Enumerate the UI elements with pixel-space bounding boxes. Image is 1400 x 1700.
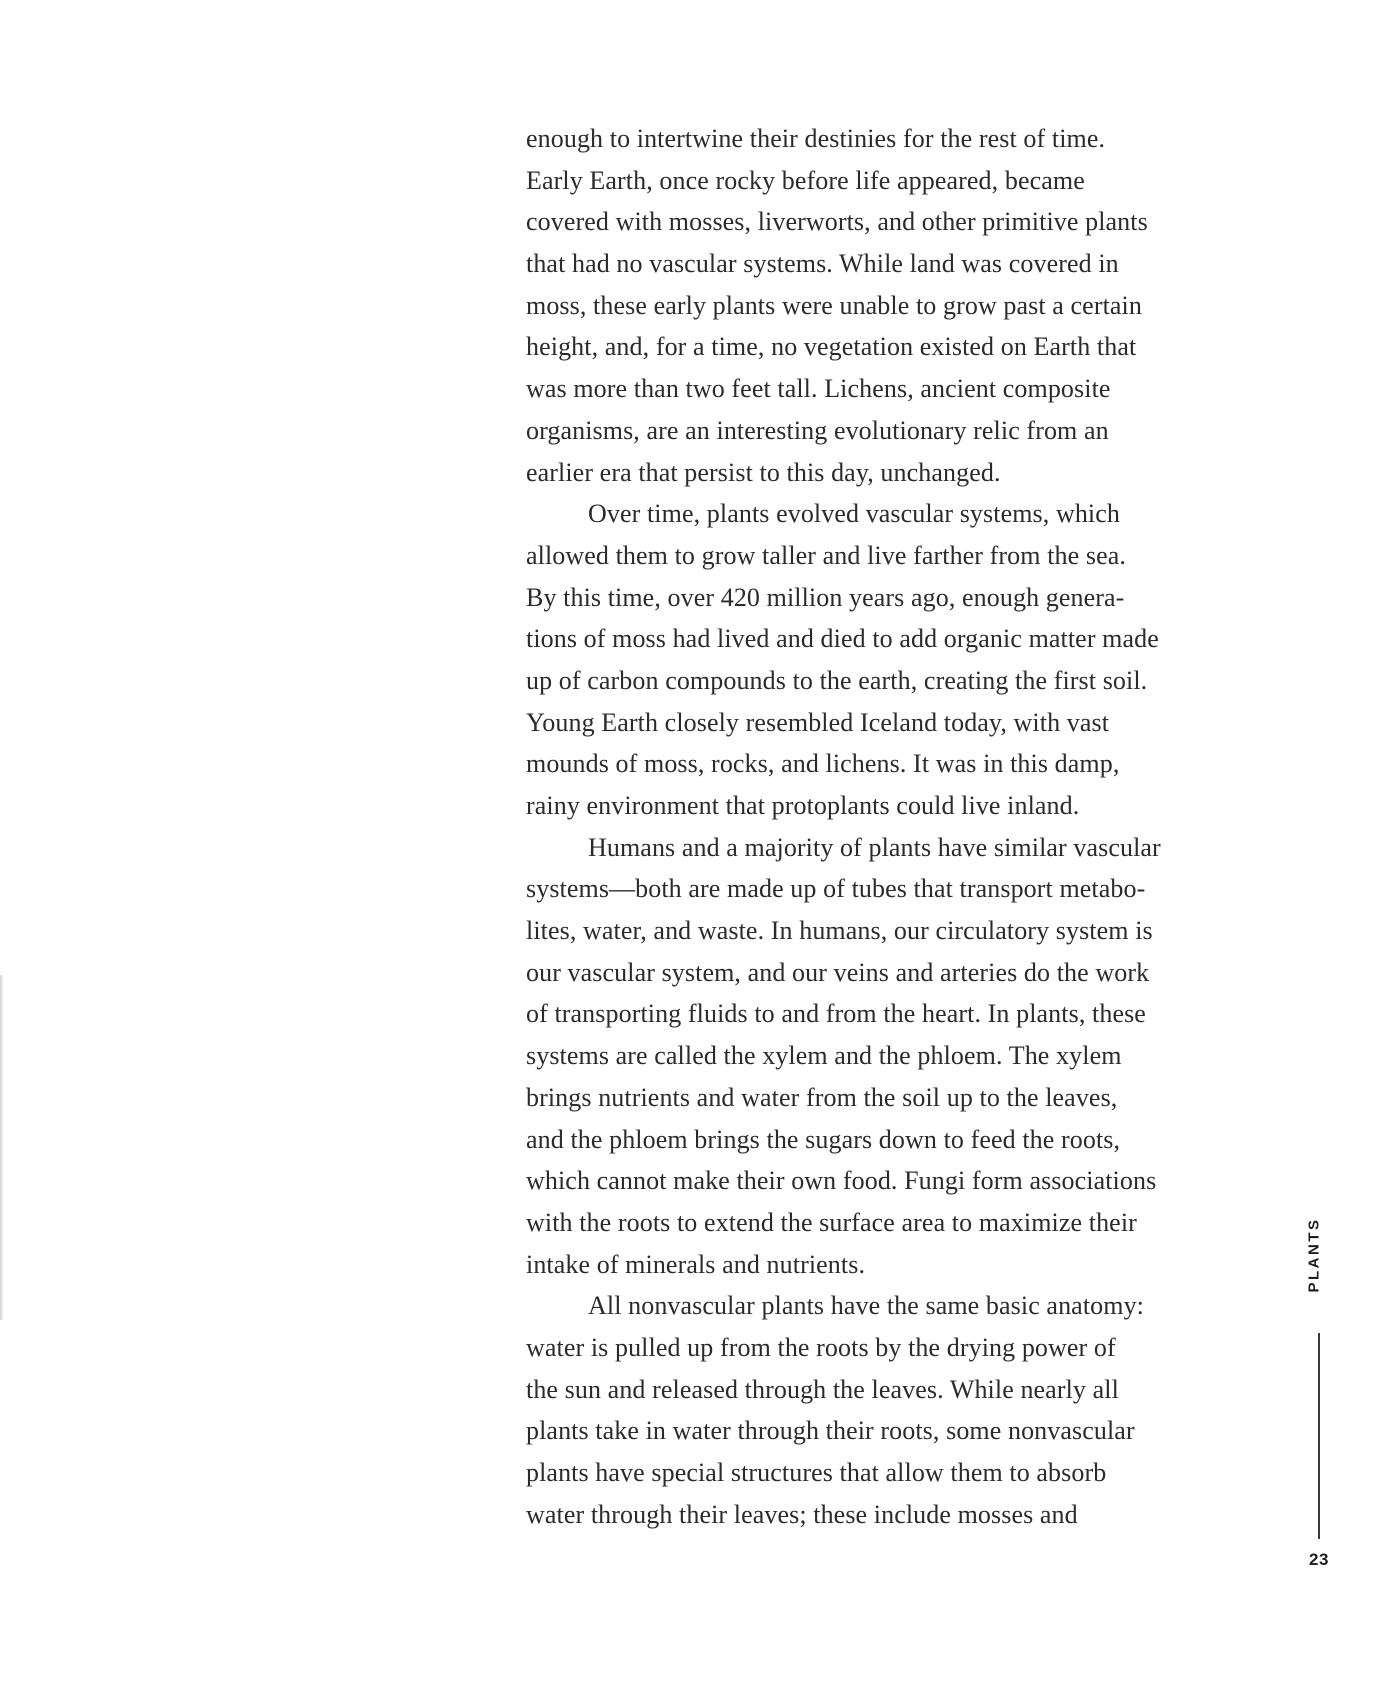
running-head-label: PLANTS — [1305, 1217, 1323, 1293]
text-line: of transporting fluids to and from the heart. In plants, these — [526, 999, 1146, 1029]
text-line: was more than two feet tall. Lichens, ancient composite — [526, 374, 1111, 404]
text-line: water is pulled up from the roots by the drying power of — [526, 1332, 1116, 1362]
paragraph-first-line: Humans and a majority of plants have similar vascular — [588, 832, 1161, 862]
text-line: mounds of moss, rocks, and lichens. It was in this damp, — [526, 749, 1120, 779]
text-line: intake of minerals and nutrients. — [526, 1249, 866, 1279]
running-head — [1302, 1200, 1326, 1310]
text-line: plants have special structures that allow them to absorb — [526, 1458, 1107, 1487]
text-line: rainy environment that protoplants could live inland. — [526, 791, 1080, 820]
text-line: organisms, are an interesting evolutionary relic from an — [526, 415, 1109, 445]
text-line: our vascular system, and our veins and arteries do the work — [526, 957, 1150, 987]
text-line: covered with mosses, liverworts, and other primitive plants — [526, 207, 1148, 237]
text-line: systems—both are made up of tubes that transport metabo- — [526, 874, 1146, 904]
text-line: plants take in water through their roots, some nonvascular — [526, 1416, 1135, 1446]
text-line: with the roots to extend the surface area to maximize their — [526, 1207, 1137, 1237]
text-line: allowed them to grow taller and live farther from the sea. — [526, 540, 1126, 570]
running-head-rule — [1318, 1333, 1320, 1539]
text-line: up of carbon compounds to the earth, creating the first soil. — [526, 665, 1148, 695]
text-line: that had no vascular systems. While land was covered in — [526, 249, 1119, 279]
paragraph-first-line: All nonvascular plants have the same basic anatomy: — [588, 1291, 1144, 1321]
text-line: enough to intertwine their destinies for the rest of time. — [526, 124, 1106, 153]
page-number: 23 — [1309, 1550, 1329, 1569]
text-line: tions of moss had lived and died to add organic matter made — [526, 624, 1159, 654]
text-line: moss, these early plants were unable to grow past a certain — [526, 290, 1142, 320]
text-line: and the phloem brings the sugars down to feed the roots, — [526, 1124, 1121, 1154]
text-line: systems are called the xylem and the phloem. The xylem — [526, 1041, 1122, 1071]
text-line: Young Earth closely resembled Iceland today, with vast — [526, 707, 1110, 737]
text-line: which cannot make their own food. Fungi form associations — [526, 1166, 1157, 1196]
text-line: earlier era that persist to this day, unchanged. — [526, 457, 1001, 487]
text-line: water through their leaves; these include mosses and — [526, 1499, 1078, 1529]
text-line: Early Earth, once rocky before life appeared, became — [526, 165, 1085, 195]
text-line: the sun and released through the leaves. While nearly all — [526, 1374, 1119, 1404]
text-line: brings nutrients and water from the soil up to the leaves, — [526, 1082, 1118, 1112]
text-line: By this time, over 420 million years ago, enough genera- — [526, 582, 1125, 612]
text-line: lites, water, and waste. In humans, our circulatory system is — [526, 916, 1153, 946]
paragraph-first-line: Over time, plants evolved vascular systems, which — [588, 499, 1120, 529]
text-line: height, and, for a time, no vegetation existed on Earth that — [526, 332, 1137, 362]
gutter-shadow — [0, 975, 3, 1320]
body-text — [526, 118, 1266, 1535]
